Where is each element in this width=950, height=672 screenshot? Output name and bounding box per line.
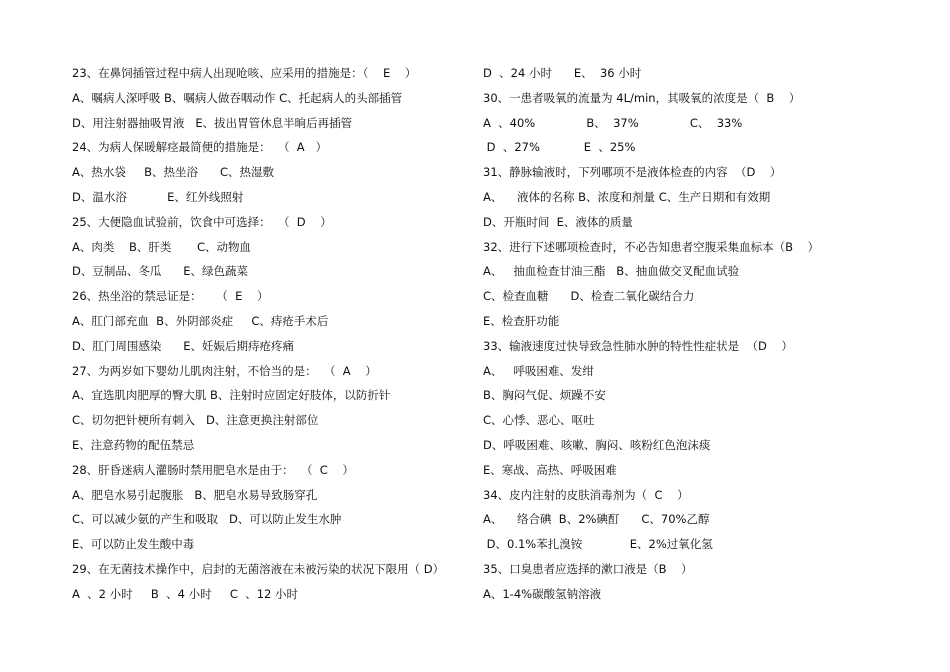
right-column-line: 33、输液速度过快导致急性肺水肿的特性性症状是 （D ） bbox=[483, 338, 793, 353]
right-column-line: 32、进行下述哪项检查时，不必告知患者空腹采集血标本（B ） bbox=[483, 239, 820, 254]
right-column-line: E、检查肝功能 bbox=[483, 313, 560, 328]
right-column-line: A、 液体的名称 B、浓度和剂量 C、生产日期和有效期 bbox=[483, 189, 771, 204]
left-column-line: A、宜选肌肉肥厚的臀大肌 B、注射时应固定好肢体，以防折针 bbox=[72, 388, 391, 403]
left-column-line: D、温水浴 E、红外线照射 bbox=[72, 189, 244, 204]
left-column-line: A、肥皂水易引起腹胀 B、肥皂水易导致肠穿孔 bbox=[72, 487, 318, 502]
right-column-line: 30、一患者吸氧的流量为 4L/min，其吸氧的浓度是（ B ） bbox=[483, 90, 801, 105]
left-column-line: A、肛门部充血 B、外阴部炎症 C、痔疮手术后 bbox=[72, 313, 329, 328]
left-column-line: C、切勿把针梗所有刺入 D、注意更换注射部位 bbox=[72, 413, 319, 428]
right-column-line: D 、24 小时 E、 36 小时 bbox=[483, 66, 642, 80]
right-column-line: A 、40% B、 37% C、 33% bbox=[483, 115, 743, 130]
right-column-line: A、 络合碘 B、2%碘酊 C、70%乙醇 bbox=[483, 512, 710, 527]
left-column-line: A、嘱病人深呼吸 B、嘱病人做吞咽动作 C、托起病人的头部插管 bbox=[72, 90, 403, 105]
right-column bbox=[483, 61, 928, 607]
left-column-line: A、肉类 B、肝类 C、动物血 bbox=[72, 239, 251, 254]
right-column-line: A、 呼吸困难、发绀 bbox=[483, 363, 594, 378]
right-column-line: D、0.1%苯扎溴铵 E、2%过氧化氢 bbox=[483, 537, 713, 552]
left-column-line: D、肛门周围感染 E、妊娠后期痔疮疼痛 bbox=[72, 338, 295, 353]
left-column-line: 29、在无菌技术操作中，启封的无菌溶液在未被污染的状况下限用（ D） bbox=[72, 561, 445, 576]
right-column-line: 31、静脉输液时，下列哪项不是液体检查的内容 （D ） bbox=[483, 165, 782, 180]
left-column-line: A 、2 小时 B 、4 小时 C 、12 小时 bbox=[72, 586, 299, 601]
right-column-line: E、寒战、高热、呼吸困难 bbox=[483, 462, 617, 477]
left-column-line: D、豆制品、冬瓜 E、绿色蔬菜 bbox=[72, 264, 249, 279]
right-column-line: D 、27% E 、25% bbox=[483, 140, 636, 155]
left-column-line: D、用注射器抽吸胃液 E、拔出胃管休息半晌后再插管 bbox=[72, 115, 353, 130]
right-column-line: C、心悸、恶心、呕吐 bbox=[483, 413, 595, 428]
right-column-line: D、开瓶时间 E、液体的质量 bbox=[483, 214, 633, 229]
right-column-line: A、1-4%碳酸氢钠溶液 bbox=[483, 586, 602, 601]
right-column-line: 34、皮内注射的皮肤消毒剂为（ C ） bbox=[483, 487, 689, 502]
left-column-line: 23、在鼻饲插管过程中病人出现呛咳、应采用的措施是：（ E ） bbox=[72, 66, 417, 80]
right-column-line: C、检查血糖 D、检查二氧化碳结合力 bbox=[483, 289, 695, 304]
left-column-line: 24、为病人保暖解痉最简便的措施是： （ A ） bbox=[72, 140, 328, 155]
left-column-line: E、注意药物的配伍禁忌 bbox=[72, 437, 195, 452]
left-column-line: 25、大便隐血试验前，饮食中可选择： （ D ） bbox=[72, 214, 332, 229]
left-column-line: E、可以防止发生酸中毒 bbox=[72, 537, 195, 552]
right-column-line: 35、口臭患者应选择的漱口液是（B ） bbox=[483, 561, 693, 576]
right-column-line: B、胸闷气促、烦躁不安 bbox=[483, 388, 606, 403]
right-column-line: D、呼吸困难、咳嗽、胸闷、咳粉红色泡沫痰 bbox=[483, 437, 711, 452]
right-column-line: A、 抽血检查甘油三酯 B、抽血做交叉配血试验 bbox=[483, 264, 740, 279]
left-column-line: 26、热坐浴的禁忌证是： （ E ） bbox=[72, 289, 269, 304]
left-column-line: 28、肝昏迷病人灌肠时禁用肥皂水是由于： （ C ） bbox=[72, 462, 354, 477]
left-column-line: C、可以减少氨的产生和吸取 D、可以防止发生水肿 bbox=[72, 512, 342, 527]
left-column-line: 27、为两岁如下婴幼儿肌肉注射，不恰当的是： （ A ） bbox=[72, 363, 377, 378]
left-column-line: A、热水袋 B、热坐浴 C、热湿敷 bbox=[72, 165, 274, 180]
left-column bbox=[72, 61, 472, 607]
